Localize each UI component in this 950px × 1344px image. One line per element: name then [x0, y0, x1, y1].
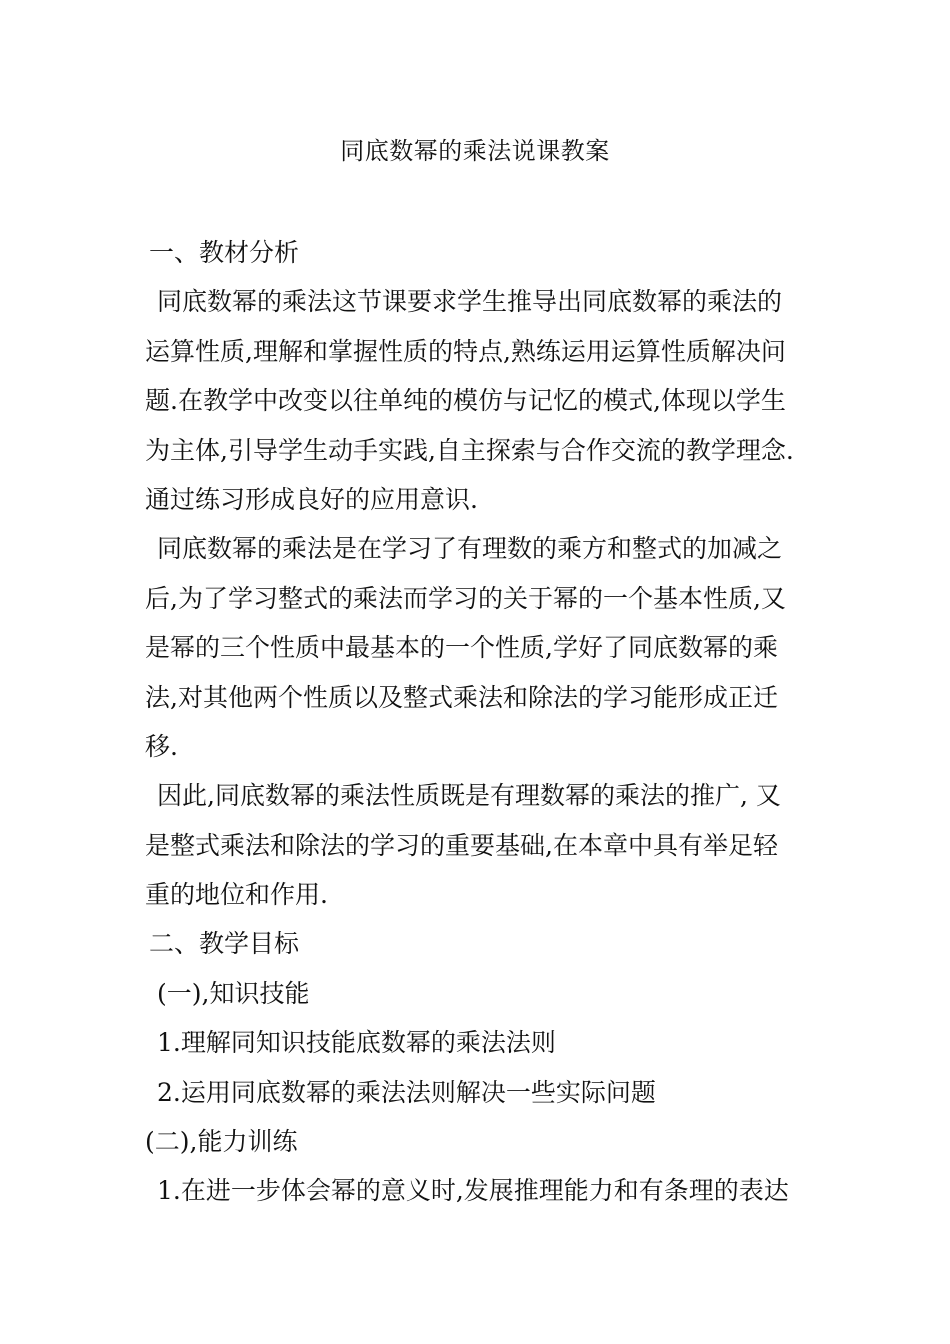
- document-body: [145, 228, 810, 1216]
- paragraph-line: 重的地位和作用.: [145, 880, 328, 910]
- paragraph-line: 为主体,引导学生动手实践,自主探索与合作交流的教学理念.: [145, 435, 794, 465]
- section-heading-objectives: 二、教学目标: [149, 929, 300, 959]
- paragraph-line: 因此,同底数幂的乘法性质既是有理数幂的乘法的推广, 又: [157, 781, 781, 811]
- document-title: 同底数幂的乘法说课教案: [340, 137, 610, 165]
- subsection-heading-knowledge: (一),知识技能: [157, 978, 310, 1008]
- paragraph-line: 运算性质,理解和掌握性质的特点,熟练运用运算性质解决问: [145, 336, 786, 366]
- list-item: 2.运用同底数幂的乘法法则解决一些实际问题: [157, 1077, 656, 1107]
- paragraph-line: 是幂的三个性质中最基本的一个性质,学好了同底数幂的乘: [145, 633, 778, 663]
- section-heading-materials: 一、教材分析: [149, 238, 300, 267]
- subsection-heading-ability: (二),能力训练: [145, 1127, 298, 1157]
- paragraph-line: 通过练习形成良好的应用意识.: [145, 484, 478, 514]
- paragraph-line: 同底数幂的乘法是在学习了有理数的乘方和整式的加减之: [157, 534, 783, 564]
- paragraph-line: 同底数幂的乘法这节课要求学生推导出同底数幂的乘法的: [157, 287, 783, 317]
- list-item: 1.理解同知识技能底数幂的乘法法则: [157, 1028, 556, 1058]
- list-item: 1.在进一步体会幂的意义时,发展推理能力和有条理的表达: [157, 1176, 789, 1206]
- paragraph-line: 移.: [145, 731, 178, 761]
- paragraph-line: 题.在教学中改变以往单纯的模仿与记忆的模式,体现以学生: [145, 386, 786, 416]
- paragraph-line: 后,为了学习整式的乘法而学习的关于幂的一个基本性质,又: [145, 583, 786, 613]
- paragraph-line: 法,对其他两个性质以及整式乘法和除法的学习能形成正迁: [145, 682, 778, 712]
- paragraph-line: 是整式乘法和除法的学习的重要基础,在本章中具有举足轻: [145, 830, 778, 860]
